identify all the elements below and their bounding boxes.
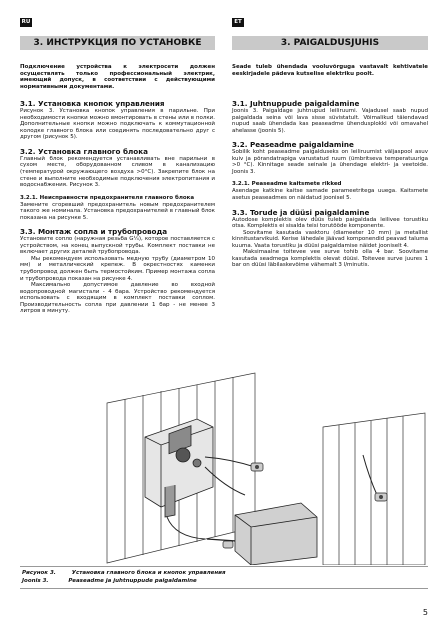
ru-text-3-2: Главный блок рекомендуется устанавливать вне парильни в сухом месте, оборудованном сливом в канализацию (температурой окружающего воздуха >0°C). Закрепите блок на стене и выполните необходимые подключения электропитания и водоснабжения. Рисунок 3. xyxy=(20,155,215,189)
et-heading-3-2-1: 3.2.1. Peaseadme kaitsmete rikked xyxy=(232,181,342,188)
et-section-title: 3. PAIGALDUSJUHIS xyxy=(232,36,428,50)
ru-heading-3-2-1: 3.2.1. Неисправности предохранителя главного блока xyxy=(20,194,195,201)
caption-et-text: Peaseadme ja juhtnuppude paigaldamine xyxy=(68,578,197,584)
caption-et xyxy=(22,578,197,584)
estonian-column xyxy=(232,36,428,269)
ru-text-3-2-1: Замените сгоревший предохранитель новым предохранителем такого же номинала. Установка предохранителей в главный блок показана на рисунке 5. xyxy=(20,201,215,221)
russian-column xyxy=(20,36,215,315)
et-heading-3-3: 3.3. Torude ja düüsi paigaldamine xyxy=(232,207,370,217)
caption-ru xyxy=(22,570,226,576)
ru-text-3-3-c: Максимально допустимое давление во входной водопроводной магистали - 4 бара. Устройство рекомендуется использовать с входящим в комплект поставки соплом. Производительность сопла при давлении 1 бар - не менее 3 литров в минуту. xyxy=(20,282,215,315)
et-text-3-2: Sobilik koht peaseadme paigalduseks on leiliruumist väljaspool asuv kuiv ja põrandatrapiga varustatud ruum (ümbritseva temperatuuriga >0 °C). Kinnitage seade seinale ja ühendage elektri- ja veetoide. Joonis 3. xyxy=(232,149,428,175)
et-text-3-1: Joonis 3. Paigaldage juhtnupud leiliruumi. Vajadusel saab nupud paigaldada seina või lava sisse süvistatult. Võimalikud täiendavad nupud saab ühendada kas peaseadme ühendusplokki või omavahel ahelasse (joonis 5). xyxy=(232,108,428,134)
ru-text-3-1: Рисунок 3. Установка кнопок управления в парильне. При необходимости кнопки можно вмонтировать в стены или в полки. Дополнительные кнопки можно подключать к коммутационной колодке главного блока или соединять последовательно друг с другом (рисунок 5). xyxy=(20,108,215,141)
ru-text-3-3-b: Мы рекомендуем использовать медную трубу (диаметром 10 мм) и металлический крепеж. В окрестностях каменки трубопровод должен быть термостойким. Пример монтажа сопла и трубопровода показан на рисунке 4. xyxy=(20,255,215,282)
control-button-lower xyxy=(223,541,233,548)
et-text-3-3-a: Autodose komplektis olev düüs tuleb paigaldada leilivee torustiku otsa. Komplektis ei sisalda teisi torutööde komponente. xyxy=(232,216,428,230)
et-text-3-2-1: Asendage katkine kaitse samade parameetritega uuega. Kaitsmete asetus peaseadmes on näidatud joonisel 5. xyxy=(232,188,428,202)
language-tag-et: ET xyxy=(232,18,244,27)
et-heading-3-1: 3.1. Juhtnuppude paigaldamine xyxy=(232,99,360,109)
et-text-3-3-b: Soovitame kasutada vasktoru (diameeter 10 mm) ja metallist kinnitustarvikuid. Kerise lähedale jäävad komponendid peavad taluma kuuma. Vaata torustiku ja düüsi paigaldamise näidet jooniselt 4. xyxy=(232,229,428,249)
ru-text-3-3-a: Установите сопло (наружная резьба G¼), которое поставляется с устройством, на конец выпускной трубы. Комплект поставки не включает других деталей трубопровода. xyxy=(20,236,215,256)
ru-intro: Подключение устройства к электросети должен осуществлять только профессиональный электрик, имеющий допуск, в соответствии с действующими нормативными документами. xyxy=(20,64,215,90)
et-intro: Seade tuleb ühendada vooluvõrguga vastavalt kehtivatele eeskirjadele pädeva kutselise elektriku poolt. xyxy=(232,64,428,77)
ru-heading-3-2: 3.2. Установка главного блока xyxy=(20,146,148,156)
caption-rule-bottom xyxy=(20,588,428,589)
caption-ru-label: Рисунок 3. xyxy=(22,570,56,576)
caption-et-label: Joonis 3. xyxy=(22,578,49,584)
caption-ru-text: Установка главного блока и кнопок управления xyxy=(71,570,226,576)
language-tag-ru: RU xyxy=(21,19,31,25)
caption-rule-top xyxy=(20,566,428,567)
page-number: 5 xyxy=(422,608,428,617)
ru-heading-3-3: 3.3. Монтаж сопла и трубопровода xyxy=(20,227,168,237)
et-heading-3-2: 3.2. Peaseadme paigaldamine xyxy=(232,140,354,150)
ru-heading-3-1: 3.1. Установка кнопок управления xyxy=(20,99,165,109)
et-text-3-3-c: Maksimaalne toitevee vee surve tohib olla 4 bar. Soovitame kasutada seadmega komplektis olevat düüsi. Toitevee surve juures 1 bar on düüsi läbilaskevõime vähemalt 3 l/minutis. xyxy=(232,249,428,269)
installation-illustration xyxy=(105,367,430,565)
ru-section-title: 3. ИНСТРУКЦИЯ ПО УСТАНОВКЕ xyxy=(20,36,215,50)
control-button-left xyxy=(251,463,263,471)
